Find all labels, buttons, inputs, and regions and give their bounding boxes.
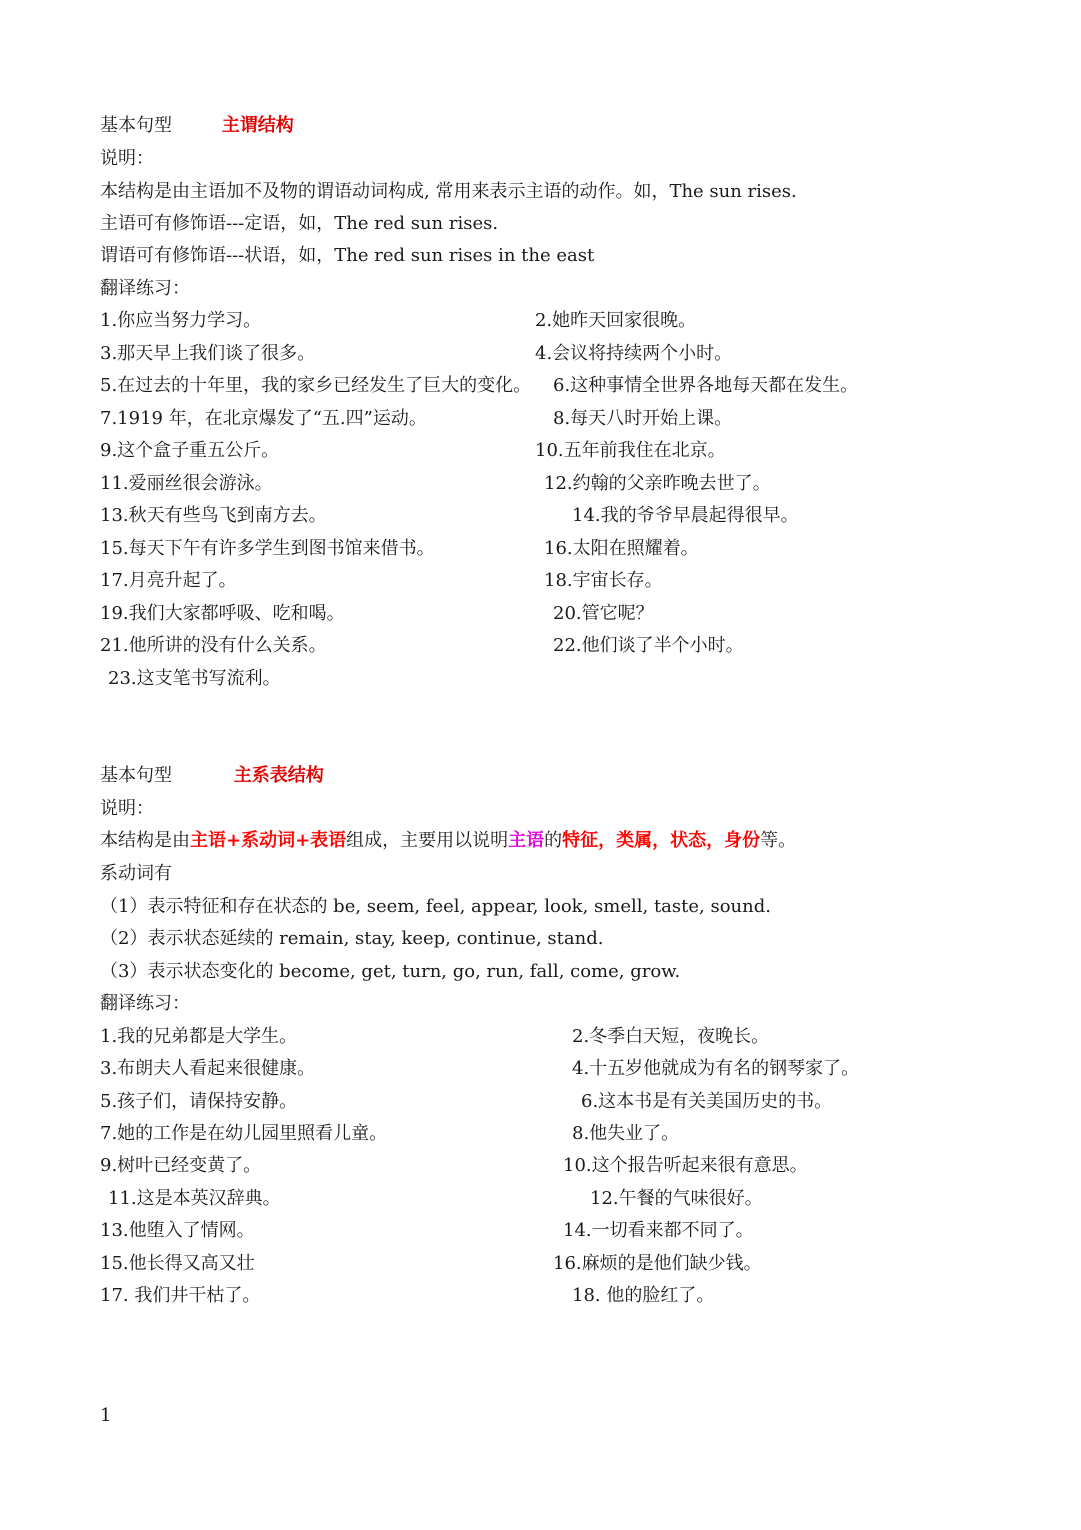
section1-heading: [100, 114, 294, 138]
list-item: 1.我的兄弟都是大学生。: [100, 1026, 298, 1047]
page-number: 1: [100, 1405, 112, 1426]
desc-highlight-features: 特征，类属，状态，身份: [562, 830, 761, 851]
list-item: 2.冬季白天短，夜晚长。: [572, 1026, 770, 1047]
section1-practice-label: 翻译练习：: [100, 278, 190, 299]
section2-linking-label: 系动词有: [100, 863, 172, 884]
section2-heading: [100, 764, 324, 788]
list-item: 6.这本书是有关美国历史的书。: [581, 1091, 833, 1112]
list-item: 10.这个报告听起来很有意思。: [563, 1155, 808, 1176]
section1-desc-c: 谓语可有修饰语---状语，如，The red sun rises in the east: [100, 245, 595, 266]
list-item: 18.宇宙长存。: [544, 570, 663, 591]
section2-practice-label: 翻译练习：: [100, 993, 190, 1014]
list-item: 10.五年前我住在北京。: [535, 440, 726, 461]
list-item: 3.那天早上我们谈了很多。: [100, 343, 316, 364]
section1-label: 基本句型: [100, 115, 172, 136]
list-item: 1.你应当努力学习。: [100, 310, 262, 331]
list-item: 17. 我们井干枯了。: [100, 1285, 261, 1306]
list-item: 15.每天下午有许多学生到图书馆来借书。: [100, 538, 435, 559]
list-item: 8.他失业了。: [572, 1123, 680, 1144]
list-item: 9.这个盒子重五公斤。: [100, 440, 280, 461]
list-item: 23.这支笔书写流利。: [108, 668, 281, 689]
list-item: 13.他堕入了情网。: [100, 1220, 255, 1241]
list-item: 14.我的爷爷早晨起得很早。: [572, 505, 799, 526]
list-item: 15.他长得又高又壮: [100, 1253, 255, 1274]
list-item: 14.一切看来都不同了。: [563, 1220, 754, 1241]
list-item: 19.我们大家都呼吸、吃和喝。: [100, 603, 345, 624]
section1-desc-a: 本结构是由主语加不及物的谓语动词构成, 常用来表示主语的动作。如，The sun rises.: [100, 181, 797, 202]
desc-text: 等。: [760, 830, 797, 851]
section1-desc-b: 主语可有修饰语---定语，如，The red sun rises.: [100, 213, 499, 234]
list-item: 4.会议将持续两个小时。: [535, 343, 733, 364]
desc-highlight-subject: 主语: [508, 830, 545, 851]
list-item: 8.每天八时开始上课。: [553, 408, 733, 429]
list-item: 13.秋天有些鸟飞到南方去。: [100, 505, 327, 526]
list-item: 11.爱丽丝很会游泳。: [100, 473, 273, 494]
list-item: 11.这是本英汉辞典。: [108, 1188, 281, 1209]
list-item: 20.管它呢？: [553, 603, 654, 624]
section2-explain-label: 说明：: [100, 798, 154, 819]
desc-highlight-structure: 主语+系动词+表语: [190, 830, 347, 851]
list-item: 18. 他的脸红了。: [572, 1285, 715, 1306]
list-item: 6.这种事情全世界各地每天都在发生。: [553, 375, 859, 396]
section2-title: 主系表结构: [233, 765, 324, 786]
section2-type-3: （3）表示状态变化的 become, get, turn, go, run, fall, come, grow.: [100, 961, 681, 982]
section2-type-2: （2）表示状态延续的 remain, stay, keep, continue, stand.: [100, 928, 604, 949]
list-item: 5.孩子们，请保持安静。: [100, 1091, 298, 1112]
list-item: 9.树叶已经变黄了。: [100, 1155, 262, 1176]
desc-text: 组成，主要用以说明: [346, 830, 509, 851]
list-item: 12.午餐的气味很好。: [590, 1188, 763, 1209]
list-item: 17.月亮升起了。: [100, 570, 237, 591]
section2-type-1: （1）表示特征和存在状态的 be, seem, feel, appear, look, smell, taste, sound.: [100, 896, 771, 917]
section1-title: 主谓结构: [221, 115, 294, 136]
list-item: 2.她昨天回家很晚。: [535, 310, 697, 331]
list-item: 12.约翰的父亲昨晚去世了。: [544, 473, 771, 494]
list-item: 7.她的工作是在幼儿园里照看儿童。: [100, 1123, 388, 1144]
desc-text: 的: [544, 830, 563, 851]
list-item: 3.布朗夫人看起来很健康。: [100, 1058, 316, 1079]
list-item: 4.十五岁他就成为有名的钢琴家了。: [572, 1058, 860, 1079]
list-item: 16.太阳在照耀着。: [544, 538, 699, 559]
list-item: 16.麻烦的是他们缺少钱。: [553, 1253, 762, 1274]
section1-explain-label: 说明：: [100, 148, 154, 169]
list-item: 21.他所讲的没有什么关系。: [100, 635, 327, 656]
list-item: 5.在过去的十年里，我的家乡已经发生了巨大的变化。: [100, 375, 532, 396]
desc-text: 本结构是由: [100, 830, 190, 851]
list-item: 7.1919 年，在北京爆发了“五.四”运动。: [100, 408, 427, 429]
section2-label: 基本句型: [100, 765, 172, 786]
list-item: 22.他们谈了半个小时。: [553, 635, 744, 656]
section2-desc: [100, 829, 796, 853]
